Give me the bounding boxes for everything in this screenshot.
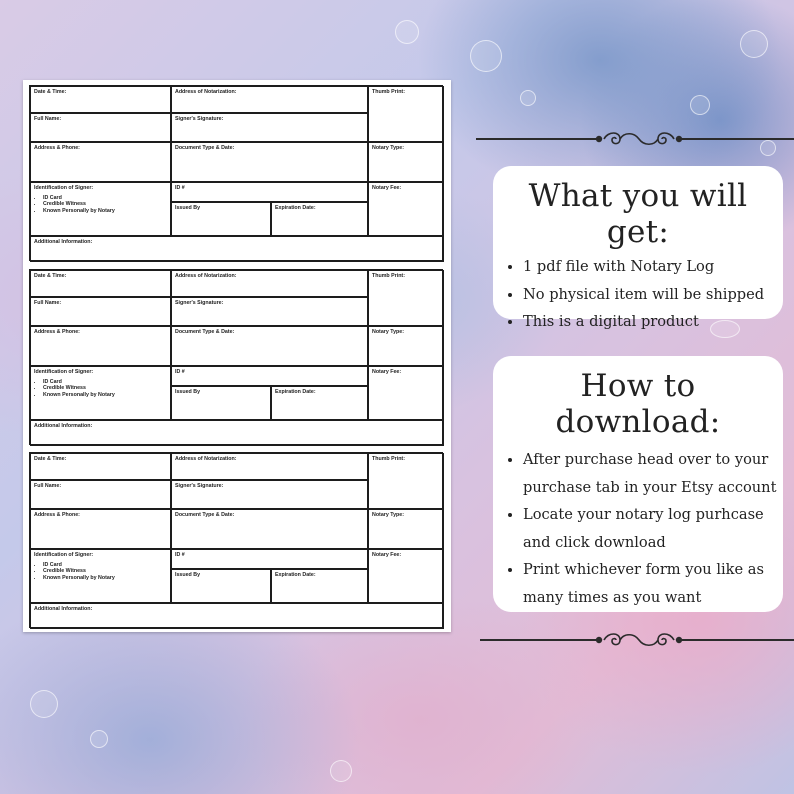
field-label: Notary Type: xyxy=(372,145,404,151)
issued-by-field[interactable] xyxy=(171,569,271,603)
id-option-item: • Credible Witness xyxy=(43,568,167,575)
bubble-decoration xyxy=(470,40,502,72)
how-to-download-title: How to download: xyxy=(555,368,721,440)
field-label: Address & Phone: xyxy=(34,329,80,335)
list-item: • No physical item will be shipped xyxy=(523,281,783,309)
how-to-download-list xyxy=(493,446,783,611)
field-label: Address & Phone: xyxy=(34,512,80,518)
ornament-divider-top xyxy=(476,128,794,150)
id-options-list xyxy=(34,195,167,215)
id-option-item: • Known Personally by Notary xyxy=(43,208,167,215)
how-to-download-card xyxy=(493,356,783,612)
id-options-list xyxy=(34,562,167,582)
address-phone-field[interactable] xyxy=(30,142,171,182)
issued-by-field[interactable] xyxy=(171,386,271,420)
document-type-date-field[interactable] xyxy=(171,509,368,549)
bubble-decoration xyxy=(330,760,352,782)
full-name-field[interactable] xyxy=(30,297,171,326)
what-you-get-list xyxy=(493,253,783,336)
field-label: Notary Fee: xyxy=(372,552,402,558)
thumb-print-field[interactable] xyxy=(368,453,444,509)
field-label: Expiration Date: xyxy=(275,205,316,211)
id-option-item: • ID Card xyxy=(43,562,167,569)
date-time-field[interactable] xyxy=(30,86,171,113)
field-label: ID # xyxy=(175,185,185,191)
address-of-notarization-field[interactable] xyxy=(171,270,368,297)
notary-fee-field[interactable] xyxy=(368,549,444,603)
list-item: • Print whichever form you like as many times as you want xyxy=(523,556,783,611)
list-item: • Locate your notary log purhcase and click download xyxy=(523,501,783,556)
expiration-date-field[interactable] xyxy=(271,386,368,420)
id-option-item: • ID Card xyxy=(43,379,167,386)
bubble-decoration xyxy=(690,95,710,115)
bubble-decoration xyxy=(395,20,419,44)
field-label: Notary Type: xyxy=(372,512,404,518)
notary-log-page xyxy=(23,80,451,632)
field-label: Identification of Signer: xyxy=(34,552,94,558)
field-label: ID # xyxy=(175,552,185,558)
field-label: Notary Fee: xyxy=(372,185,402,191)
additional-information-field[interactable] xyxy=(30,236,444,262)
field-label: Address of Notarization: xyxy=(175,89,237,95)
field-label: Address of Notarization: xyxy=(175,456,237,462)
full-name-field[interactable] xyxy=(30,480,171,509)
what-you-get-title: What you will get: xyxy=(528,178,748,250)
bubble-decoration xyxy=(740,30,768,58)
notary-log-entry xyxy=(29,269,443,445)
date-time-field[interactable] xyxy=(30,270,171,297)
field-label: Additional Information: xyxy=(34,239,93,245)
field-label: Thumb Print: xyxy=(372,89,405,95)
field-label: Signer's Signature: xyxy=(175,116,224,122)
id-option-item: • Known Personally by Notary xyxy=(43,392,167,399)
id-option-item: • ID Card xyxy=(43,195,167,202)
id-number-field[interactable] xyxy=(171,549,368,569)
field-label: Identification of Signer: xyxy=(34,369,94,375)
notary-fee-field[interactable] xyxy=(368,182,444,236)
bubble-decoration xyxy=(90,730,108,748)
field-label: Document Type & Date: xyxy=(175,145,235,151)
field-label: Date & Time: xyxy=(34,273,67,279)
field-label: Full Name: xyxy=(34,483,62,489)
expiration-date-field[interactable] xyxy=(271,569,368,603)
address-phone-field[interactable] xyxy=(30,509,171,549)
field-label: Document Type & Date: xyxy=(175,329,235,335)
id-option-item: • Credible Witness xyxy=(43,385,167,392)
address-of-notarization-field[interactable] xyxy=(171,453,368,480)
field-label: Issued By xyxy=(175,572,201,578)
field-label: Document Type & Date: xyxy=(175,512,235,518)
signers-signature-field[interactable] xyxy=(171,480,368,509)
document-type-date-field[interactable] xyxy=(171,326,368,366)
notary-type-field[interactable] xyxy=(368,142,444,182)
field-label: Thumb Print: xyxy=(372,273,405,279)
field-label: Address & Phone: xyxy=(34,145,80,151)
field-label: Signer's Signature: xyxy=(175,483,224,489)
field-label: Additional Information: xyxy=(34,606,93,612)
additional-information-field[interactable] xyxy=(30,603,444,629)
what-you-get-card xyxy=(493,166,783,330)
notary-fee-field[interactable] xyxy=(368,366,444,420)
field-label: Thumb Print: xyxy=(372,456,405,462)
address-of-notarization-field[interactable] xyxy=(171,86,368,113)
identification-of-signer-field[interactable] xyxy=(30,549,171,603)
field-label: Additional Information: xyxy=(34,423,93,429)
field-label: Full Name: xyxy=(34,300,62,306)
thumb-print-field[interactable] xyxy=(368,270,444,326)
address-phone-field[interactable] xyxy=(30,326,171,366)
field-label: Issued By xyxy=(175,205,201,211)
identification-of-signer-field[interactable] xyxy=(30,366,171,420)
signers-signature-field[interactable] xyxy=(171,297,368,326)
field-label: Identification of Signer: xyxy=(34,185,94,191)
notary-log-entry xyxy=(29,85,443,261)
id-number-field[interactable] xyxy=(171,366,368,386)
field-label: Issued By xyxy=(175,389,201,395)
id-options-list xyxy=(34,379,167,399)
field-label: ID # xyxy=(175,369,185,375)
field-label: Expiration Date: xyxy=(275,389,316,395)
notary-type-field[interactable] xyxy=(368,326,444,366)
expiration-date-field[interactable] xyxy=(271,202,368,236)
notary-type-field[interactable] xyxy=(368,509,444,549)
identification-of-signer-field[interactable] xyxy=(30,182,171,236)
field-label: Address of Notarization: xyxy=(175,273,237,279)
list-item: • After purchase head over to your purchase tab in your Etsy account xyxy=(523,446,783,501)
id-option-item: • Known Personally by Notary xyxy=(43,575,167,582)
full-name-field[interactable] xyxy=(30,113,171,142)
signers-signature-field[interactable] xyxy=(171,113,368,142)
thumb-print-field[interactable] xyxy=(368,86,444,142)
document-type-date-field[interactable] xyxy=(171,142,368,182)
id-number-field[interactable] xyxy=(171,182,368,202)
issued-by-field[interactable] xyxy=(171,202,271,236)
field-label: Date & Time: xyxy=(34,89,67,95)
field-label: Expiration Date: xyxy=(275,572,316,578)
bubble-decoration xyxy=(30,690,58,718)
additional-information-field[interactable] xyxy=(30,420,444,446)
field-label: Date & Time: xyxy=(34,456,67,462)
field-label: Full Name: xyxy=(34,116,62,122)
id-option-item: • Credible Witness xyxy=(43,201,167,208)
ornament-divider-bottom xyxy=(480,629,794,651)
notary-log-entry xyxy=(29,452,443,628)
list-item: • This is a digital product xyxy=(523,308,783,336)
list-item: • 1 pdf file with Notary Log xyxy=(523,253,783,281)
field-label: Signer's Signature: xyxy=(175,300,224,306)
bubble-decoration xyxy=(520,90,536,106)
date-time-field[interactable] xyxy=(30,453,171,480)
field-label: Notary Fee: xyxy=(372,369,402,375)
field-label: Notary Type: xyxy=(372,329,404,335)
